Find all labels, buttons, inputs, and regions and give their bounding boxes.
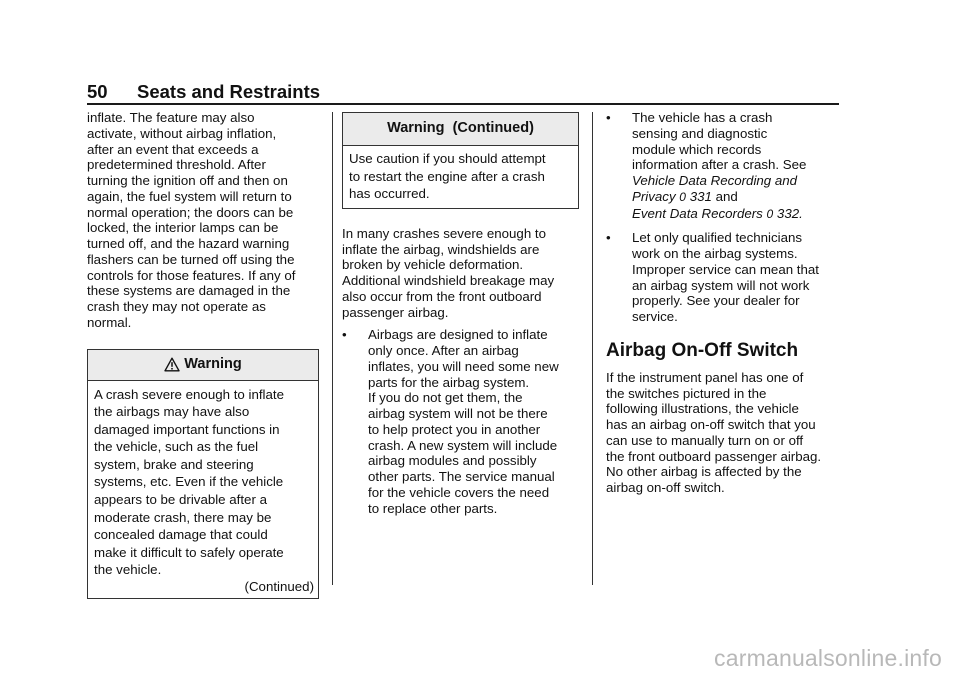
text-line: the vehicle, such as the fuel	[94, 439, 259, 455]
text-line: inflate. The feature may also	[87, 110, 255, 125]
warning-continued-header	[343, 113, 578, 146]
text-line: controls for those features. If any of	[87, 267, 296, 283]
text-line: these systems are damaged in the	[87, 283, 291, 299]
text-line: airbag system will not be there	[368, 406, 548, 422]
intro-paragraph	[87, 110, 319, 331]
text-line: parts for the airbag system.	[368, 374, 530, 390]
column-divider-2	[592, 112, 593, 585]
column-1	[87, 110, 319, 599]
text-line: module which records	[632, 141, 762, 157]
text-line: normal operation; the doors can be	[87, 204, 294, 220]
warning-box	[87, 349, 319, 600]
text-line: systems, etc. Even if the vehicle	[94, 474, 284, 490]
text-line: the front outboard passenger airbag.	[606, 448, 822, 464]
text-line: The vehicle has a crash	[632, 110, 773, 125]
text-line: activate, without airbag inflation,	[87, 125, 277, 141]
text-line: predetermined threshold. After	[87, 157, 266, 173]
page-ref-arrow-icon: 0	[766, 206, 774, 221]
text-line: appears to be drivable after a	[94, 492, 267, 508]
text-line: to replace other parts.	[368, 500, 498, 516]
watermark: carmanualsonline.info	[714, 645, 942, 671]
text-line: properly. See your dealer for	[632, 293, 800, 309]
text-line: airbag on-off switch.	[606, 480, 725, 495]
text-line: crash. A new system will include	[368, 437, 558, 453]
text-line: also occur from the front outboard	[342, 288, 542, 304]
text-and: and	[715, 188, 738, 204]
text-line: inflates, you will need some new	[368, 358, 559, 374]
warning-triangle-icon	[164, 357, 180, 372]
warning-continued-title: Warning (Continued)	[387, 120, 534, 137]
column-divider-1	[332, 112, 333, 585]
switch-paragraph	[606, 370, 842, 496]
text-line: work on the airbag systems.	[632, 246, 798, 261]
text-line: Let only qualified technicians	[632, 230, 803, 246]
warning-header	[88, 350, 318, 381]
text-line: turned off, and the hazard warning	[87, 236, 290, 251]
bullet-item	[342, 327, 582, 516]
text-line: airbag modules and possibly	[368, 453, 537, 469]
text-line: If you do not get them, the	[368, 390, 523, 406]
text-line: following illustrations, the vehicle	[606, 401, 799, 417]
text-line: Use caution if you should attempt	[349, 151, 546, 166]
text-line: after an event that exceeds a	[87, 141, 259, 157]
text-line: damaged important functions in	[94, 421, 280, 437]
text-line: No other airbag is affected by the	[606, 464, 802, 480]
ref-title: Vehicle Data Recording and	[632, 173, 798, 188]
text-line: the switches pictured in the	[606, 385, 767, 401]
bullet-marker: •	[606, 110, 611, 125]
warning-continued-box	[342, 112, 579, 209]
text-line: for the vehicle covers the need	[368, 484, 550, 500]
text-line: to help protect you in another	[368, 421, 541, 437]
warning-body	[88, 381, 318, 580]
text-line: service.	[632, 309, 678, 324]
bullet-marker: •	[342, 327, 347, 343]
text-line: broken by vehicle deformation.	[342, 257, 524, 273]
text-line: A crash severe enough to inflate	[94, 386, 284, 402]
ref-page: 332.	[776, 205, 803, 221]
text-line: can use to manually turn on or off	[606, 432, 804, 448]
text-line: again, the fuel system will return to	[87, 188, 292, 204]
text-line: concealed damage that could	[94, 527, 268, 543]
text-line: Improper service can mean that	[632, 261, 819, 277]
header-rule	[87, 103, 839, 105]
page-header	[87, 80, 839, 104]
text-line: the vehicle.	[94, 562, 162, 578]
cross-reference-link[interactable]	[632, 189, 842, 206]
text-line: moderate crash, there may be	[94, 509, 272, 525]
continued-label: (Continued)	[244, 579, 314, 595]
cross-reference-link[interactable]	[632, 173, 842, 189]
warning-title: Warning	[184, 355, 242, 372]
ref-title: Privacy	[632, 188, 676, 204]
text-line: flashers can be turned off using the	[87, 251, 295, 267]
text-line: Airbags are designed to inflate	[368, 327, 548, 343]
text-line: has an airbag on-off switch that you	[606, 417, 816, 432]
column-2	[342, 112, 582, 516]
text-line: the airbags may have also	[94, 404, 250, 420]
bullet-item	[606, 230, 842, 325]
windshield-paragraph	[342, 226, 582, 321]
bullet-item	[606, 110, 842, 222]
bullet-marker: •	[606, 230, 611, 246]
text-line: information after a crash. See	[632, 157, 807, 173]
text-line: inflate the airbag, windshields are	[342, 241, 540, 257]
text-line: to restart the engine after a crash	[349, 168, 545, 184]
text-line: passenger airbag.	[342, 304, 449, 320]
text-line: only once. After an airbag	[368, 343, 519, 359]
text-line: other parts. The service manual	[368, 469, 555, 485]
page-ref-arrow-icon: 0	[679, 189, 686, 204]
page-number: 50	[87, 81, 108, 102]
warning-continued-body	[343, 146, 578, 208]
text-line: Additional windshield breakage may	[342, 273, 555, 289]
text-line: normal.	[87, 314, 132, 330]
text-line: In many crashes severe enough to	[342, 225, 547, 241]
cross-reference-link[interactable]	[632, 206, 842, 223]
section-heading: Airbag On-Off Switch	[606, 339, 799, 361]
text-line: locked, the interior lamps can be	[87, 220, 279, 236]
text-line: system, brake and steering	[94, 456, 254, 472]
ref-page: 331	[689, 188, 712, 204]
ref-title: Event Data Recorders	[632, 205, 763, 221]
text-line: has occurred.	[349, 186, 430, 202]
text-line: an airbag system will not work	[632, 277, 810, 293]
text-line: crash they may not operate as	[87, 299, 266, 314]
column-3	[606, 110, 842, 496]
text-line: If the instrument panel has one of	[606, 369, 804, 385]
text-line: make it difficult to safely operate	[94, 544, 284, 560]
text-line: turning the ignition off and then on	[87, 173, 288, 188]
section-title: Seats and Restraints	[137, 81, 321, 102]
text-line: sensing and diagnostic	[632, 125, 768, 141]
